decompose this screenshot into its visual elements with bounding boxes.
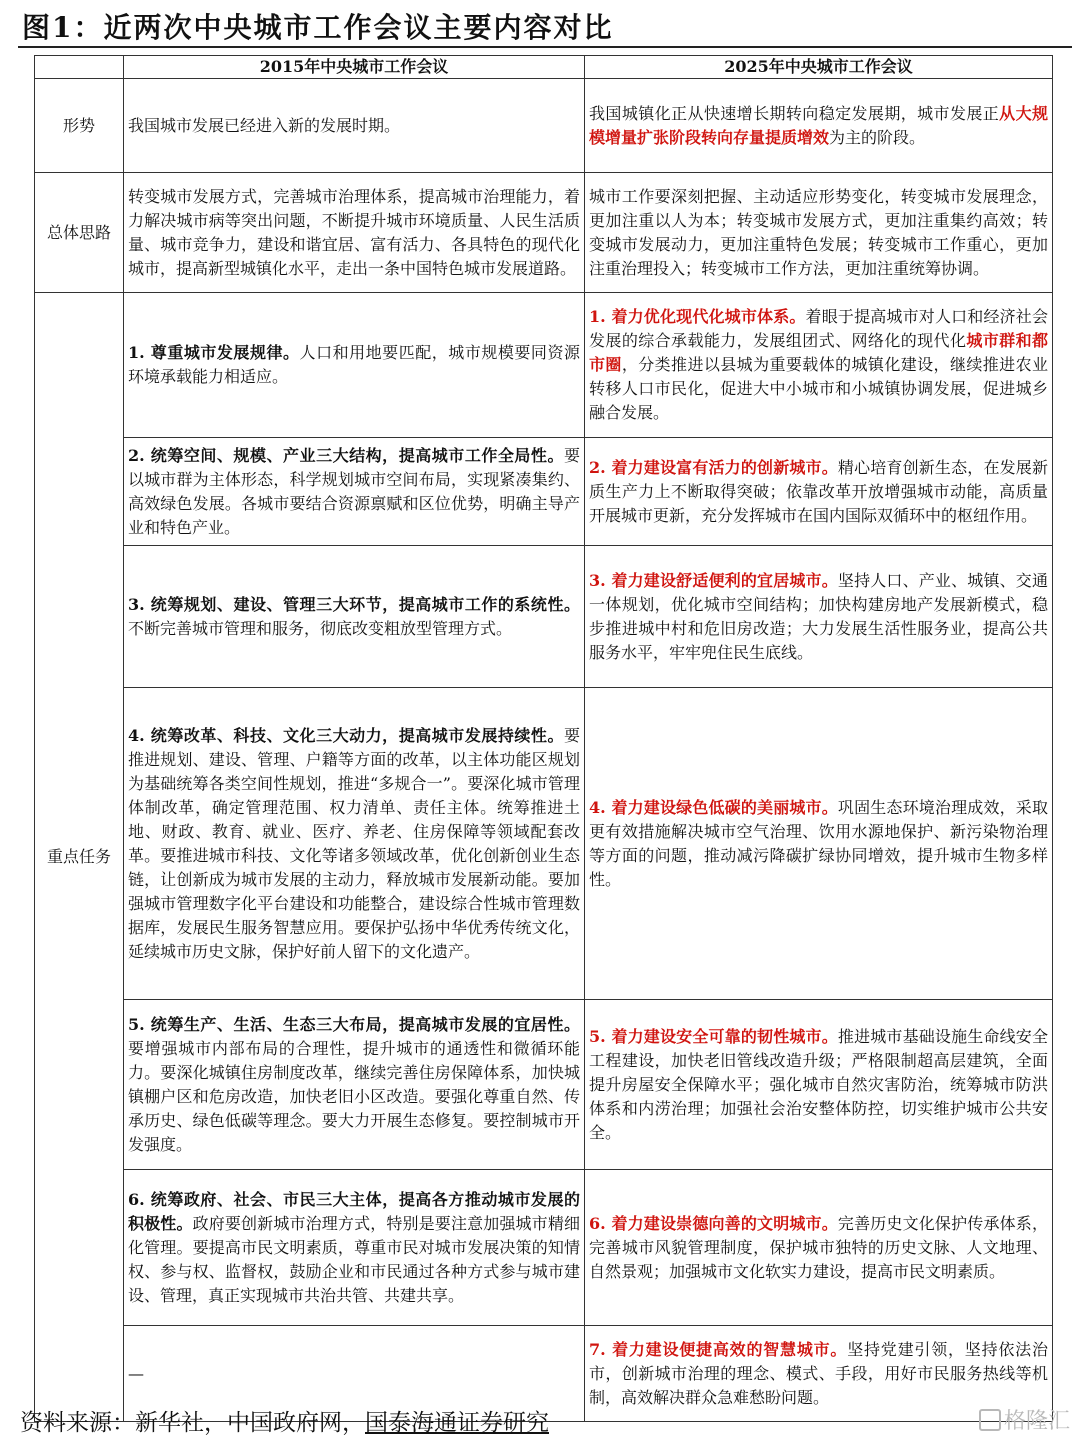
task-heading: 2. 着力建设富有活力的创新城市。	[589, 457, 838, 477]
task-text: 完善历史文化保护传承体系，完善城市风貌管理制度，保护城市独特的历史文脉、人文地理、自然景观；加强城市文化软实力建设，提高市民文明素质。	[589, 1213, 1048, 1281]
cell-2015-situation: 我国城市发展已经进入新的发展时期。	[124, 79, 585, 173]
row-label-tasks: 重点任务	[35, 293, 124, 1422]
task-text: 巩固生态环境治理成效，采取更有效措施解决城市空气治理、饮用水源地保护、新污染物治理等方面的问题，推动减污降碳扩绿协同增效，提升城市生物多样性。	[589, 797, 1048, 889]
text-span: 为主的阶段。	[829, 127, 926, 147]
cell-2025-task-4	[585, 688, 1053, 1000]
task-row-1	[35, 293, 1053, 438]
task-row-5	[35, 1000, 1053, 1170]
task-row-6	[35, 1170, 1053, 1326]
source-institution: 国泰海通证券研究	[365, 1410, 549, 1436]
task-text: 精心培育创新生态，在发展新质生产力上不断取得突破；依靠改革开放增强城市动能，高质量开展城市更新，充分发挥城市在国内国际双循环中的枢纽作用。	[589, 457, 1048, 525]
cell-2025-situation	[585, 79, 1053, 173]
watermark-text: 格隆汇	[1003, 1409, 1070, 1434]
header-2015: 2015年中央城市工作会议	[124, 56, 585, 79]
header-blank	[35, 56, 124, 79]
watermark	[979, 1404, 1070, 1435]
cell-2025-task-5	[585, 1000, 1053, 1170]
cell-2015-task-4	[124, 688, 585, 1000]
task-heading: 5. 着力建设安全可靠的韧性城市。	[589, 1026, 838, 1046]
task-heading: 2. 统筹空间、规模、产业三大结构，提高城市工作全局性。	[128, 445, 564, 465]
task-text: 坚持人口、产业、城镇、交通一体规划，优化城市空间结构；加快构建房地产发展新模式，稳步推进城中村和危旧房改造；大力发展生活性服务业，提高公共服务水平，牢牢兜住民生底线。	[589, 570, 1048, 662]
cell-2025-task-1	[585, 293, 1053, 438]
task-text: 要以城市群为主体形态，科学规划城市空间布局，实现紧凑集约、高效绿色发展。各城市要结合资源禀赋和区位优势，明确主导产业和特色产业。	[128, 445, 580, 537]
task-heading: 4. 着力建设绿色低碳的美丽城市。	[589, 797, 838, 817]
task-heading: 7. 着力建设便捷高效的智慧城市。	[589, 1339, 848, 1359]
task-text: 推进城市基础设施生命线安全工程建设，加快老旧管线改造升级；严格限制超高层建筑，全面提升房屋安全保障水平；强化城市自然灾害防治，统筹城市防洪体系和内涝治理；加强社会治安整体防控，切实维护城市公共安全。	[589, 1026, 1048, 1142]
task-text: 人口和用地要匹配，城市规模要同资源环境承载能力相适应。	[128, 343, 580, 386]
row-approach	[35, 173, 1053, 293]
empty-dash: —	[128, 1363, 144, 1383]
cell-2015-approach: 转变城市发展方式，完善城市治理体系，提高城市治理能力，着力解决城市病等突出问题，不断提升城市环境质量、人民生活质量、城市竞争力，建设和谐宜居、富有活力、各具特色的现代化城市，提高新型城镇化水平，走出一条中国特色城市发展道路。	[124, 173, 585, 293]
task-heading: 6. 着力建设崇德向善的文明城市。	[589, 1213, 838, 1233]
task-row-4	[35, 688, 1053, 1000]
task-heading: 1. 尊重城市发展规律。	[128, 343, 300, 362]
cell-2025-task-3	[585, 546, 1053, 688]
task-heading: 4. 统筹改革、科技、文化三大动力，提高城市发展持续性。	[128, 725, 564, 745]
row-situation	[35, 79, 1053, 173]
cell-2015-task-5	[124, 1000, 585, 1170]
highlight-text: 从大规模增量扩张阶段转向存量提质增效	[589, 103, 1048, 147]
task-heading: 3. 统筹规划、建设、管理三大环节，提高城市工作的系统性。	[128, 594, 580, 614]
title-rule	[18, 46, 1072, 48]
task-heading: 3. 着力建设舒适便利的宜居城市。	[589, 570, 838, 590]
task-text: 着眼于提高城市对人口和经济社会发展的综合承载能力，发展组团式、网络化的现代化	[589, 307, 1048, 350]
cell-2025-task-6	[585, 1170, 1053, 1326]
task-text: 要增强城市内部布局的合理性，提升城市的通透性和微循环能力。要深化城镇住房制度改革，继续完善住房保障体系，加快城镇棚户区和危房改造，加快老旧小区改造。要强化尊重自然、传承历史、绿色低碳等理念。要大力开展生态修复。要控制城市开发强度。	[128, 1038, 580, 1154]
task-text: 坚持党建引领，坚持依法治市，创新城市治理的理念、模式、手段，用好市民服务热线等机制，高效解决群众急难愁盼问题。	[589, 1339, 1048, 1407]
task-heading: 6. 统筹政府、社会、市民三大主体，提高各方推动城市发展的积极性。	[128, 1189, 580, 1233]
task-text: 要推进规划、建设、管理、户籍等方面的改革，以主体功能区规划为基础统筹各类空间性规划，推进“多规合一”。要深化城市管理体制改革，确定管理范围、权力清单、责任主体。统筹推进土地、财政、教育、就业、医疗、养老、住房保障等领域配套改革。要推进城市科技、文化等诸多领域改革，优化创新创业生态链，让创新成为城市发展的主动力，释放城市发展新动能。要加强城市管理数字化平台建设和功能整合，建设综合性城市管理数据库，发展民生服务智慧应用。要保护弘扬中华优秀传统文化，延续城市历史文脉，保护好前人留下的文化遗产。	[128, 725, 580, 961]
task-row-2	[35, 438, 1053, 546]
figure-title: 图1：近两次中央城市工作会议主要内容对比	[22, 11, 614, 44]
text-span: 我国城镇化正从快速增长期转向稳定发展期，城市发展正	[589, 103, 1000, 123]
row-label-situation: 形势	[35, 79, 124, 173]
task-heading: 5. 统筹生产、生活、生态三大布局，提高城市发展的宜居性。	[128, 1014, 580, 1034]
task-text: 政府要创新城市治理方式，特别是要注意加强城市精细化管理。要提高市民文明素质，尊重市民对城市发展决策的知情权、参与权、监督权，鼓励企业和市民通过各种方式参与城市建设、管理，真正实现城市共治共管、共建共享。	[128, 1213, 580, 1305]
highlight-text: 城市群和都市圈	[589, 331, 1048, 374]
cell-2015-task-3	[124, 546, 585, 688]
cell-2015-task-6	[124, 1170, 585, 1326]
task-text: 不断完善城市管理和服务，彻底改变粗放型管理方式。	[128, 618, 513, 638]
cell-2015-task-1	[124, 293, 585, 438]
header-row	[35, 56, 1053, 79]
source-note	[20, 1404, 549, 1437]
task-heading: 1. 着力优化现代化城市体系。	[589, 307, 806, 326]
watermark-logo-icon	[979, 1409, 1001, 1431]
cell-2025-approach: 城市工作要深刻把握、主动适应形势变化，转变城市发展理念，更加注重以人为本；转变城市发展方式，更加注重集约高效；转变城市发展动力，更加注重特色发展；转变城市工作重心，更加注重治理投入；转变城市工作方法，更加注重统筹协调。	[585, 173, 1053, 293]
task-text: ，分类推进以县城为重要载体的城镇化建设，继续推进农业转移人口市民化，促进大中小城市和小城镇协调发展，促进城乡融合发展。	[589, 355, 1048, 422]
cell-2015-task-2	[124, 438, 585, 546]
comparison-table	[34, 55, 1053, 1422]
source-prefix: 资料来源：新华社，中国政府网，	[20, 1410, 365, 1436]
task-row-3	[35, 546, 1053, 688]
row-label-approach: 总体思路	[35, 173, 124, 293]
cell-2025-task-2	[585, 438, 1053, 546]
header-2025: 2025年中央城市工作会议	[585, 56, 1053, 79]
